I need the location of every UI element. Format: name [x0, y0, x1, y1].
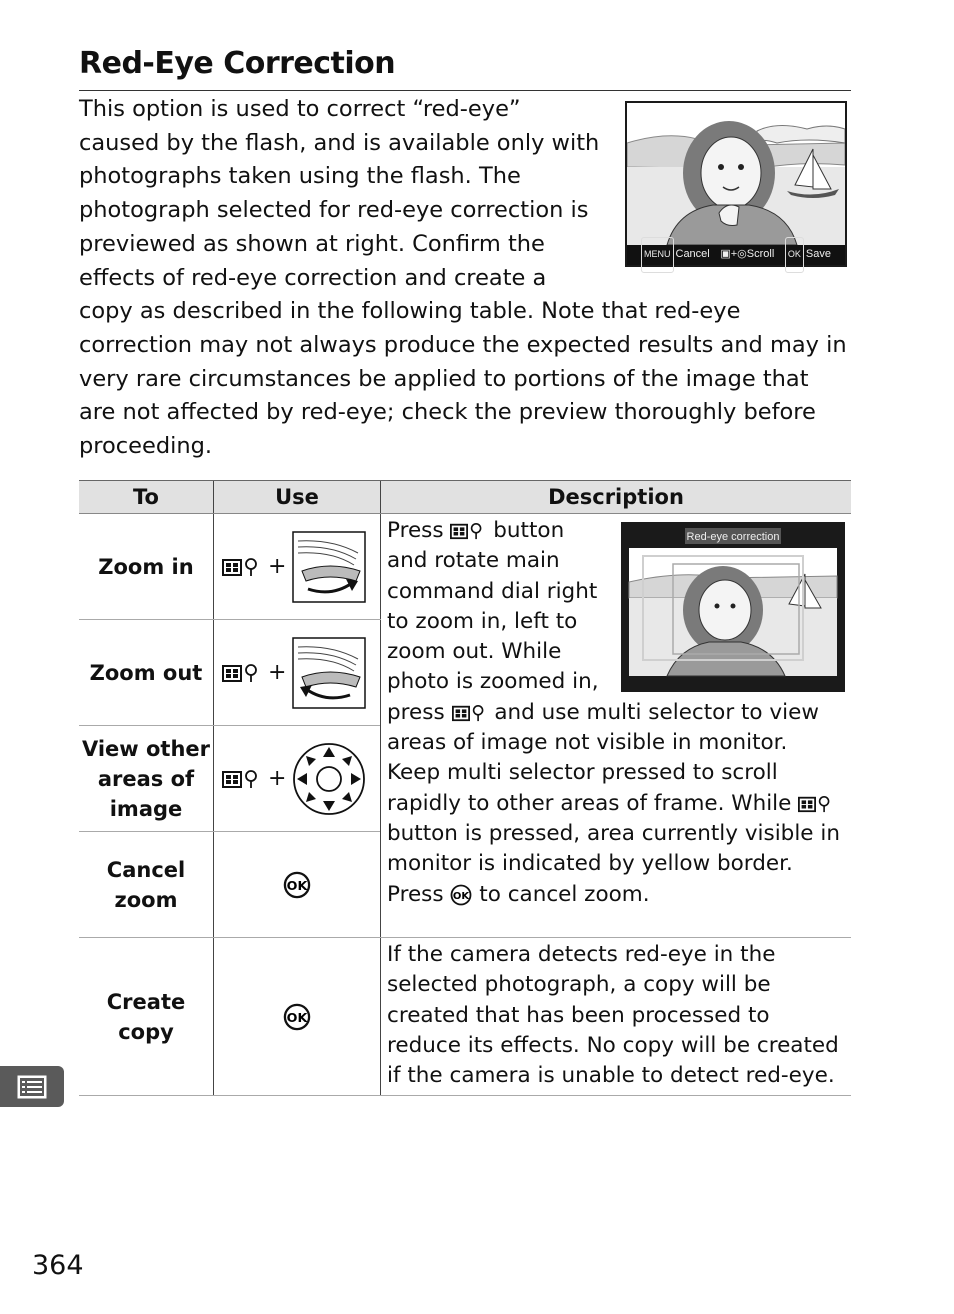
- preview-screenshot: [625, 101, 847, 267]
- cancel-label: Cancel: [675, 248, 710, 261]
- save-hint: [785, 237, 831, 273]
- plus-sign: +: [268, 660, 287, 685]
- zoom-screenshot: [621, 522, 845, 692]
- ok-button-icon: [283, 871, 311, 899]
- retouch-menu-tab: [0, 1066, 64, 1107]
- zoom-desc-part4: button is pressed, area currently visible in monitor is indicated by yellow border. Press: [387, 820, 840, 907]
- header-description: Description: [381, 481, 852, 514]
- row-action: View other areas of image: [79, 726, 214, 832]
- zoom-button-icon: [222, 556, 262, 578]
- svg-text:OK: OK: [453, 890, 470, 902]
- preview-status-bar: [627, 245, 845, 265]
- plus-sign: +: [268, 554, 287, 579]
- title-rule: [79, 90, 851, 91]
- multi-selector-icon: [292, 742, 366, 816]
- copy-description: If the camera detects red-eye in the selected photograph, a copy will be created that has been processed to reduce its effects. No copy will be created if the camera is unable to detect red-eye.: [381, 938, 852, 1096]
- table-row: [79, 514, 851, 620]
- menu-tag: MENU: [641, 237, 674, 273]
- zoom-description: [381, 514, 852, 938]
- row-use: [214, 620, 381, 726]
- dial-left-icon: [292, 637, 366, 709]
- retouch-menu-icon: [17, 1075, 47, 1099]
- row-use: [214, 938, 381, 1096]
- header-to: To: [79, 481, 214, 514]
- intro-text: This option is used to correct “red-eye” caused by the flash, and is available only with photographs taken using the flash. The photograph selected for red-eye correction is previewed as shown at right. Confirm the effects of red-eye correction and create a copy as described in the following table. Note that red-eye correction may not always produce the expected results and may in very rare circumstances be applied to portions of the image that are not affected by red-eye; check the preview thoroughly before proceeding.: [79, 96, 847, 460]
- zoom-button-icon: [798, 794, 834, 814]
- svg-text:OK: OK: [286, 1009, 308, 1025]
- zoom-button-icon: [450, 521, 486, 541]
- ok-button-icon: [283, 1003, 311, 1031]
- zoom-desc-part5: to cancel zoom.: [479, 881, 650, 907]
- table-row: [79, 938, 851, 1096]
- zoom-desc-part3: and use multi selector to view areas of image not visible in monitor. Keep multi selector pressed to scroll rapidly to other areas of frame. While: [387, 699, 819, 816]
- row-use: [214, 514, 381, 620]
- ok-button-icon: [450, 884, 472, 906]
- zoom-button-icon: [452, 703, 488, 723]
- ok-tag: OK: [785, 237, 804, 273]
- page-title: Red-Eye Correction: [79, 46, 396, 81]
- page-number: 364: [32, 1250, 84, 1281]
- row-action: Cancel zoom: [79, 832, 214, 938]
- intro-section: [79, 93, 851, 464]
- row-use: [214, 726, 381, 832]
- svg-text:OK: OK: [286, 877, 308, 893]
- controls-table: [79, 480, 851, 1096]
- row-action: Zoom in: [79, 514, 214, 620]
- save-label: Save: [805, 248, 831, 261]
- zoom-desc-part2: button and rotate main command dial right to zoom in, left to zoom out. While photo is zoomed in, press: [387, 518, 599, 725]
- header-use: Use: [214, 481, 381, 514]
- row-action: Zoom out: [79, 620, 214, 726]
- row-action: Create copy: [79, 938, 214, 1096]
- cancel-hint: [641, 237, 710, 273]
- zoom-button-icon: [222, 768, 262, 790]
- row-use: [214, 832, 381, 938]
- zoom-button-icon: [222, 662, 262, 684]
- zoom-screen-header: Red-eye correction: [686, 531, 780, 543]
- scroll-hint: ▣+◎Scroll: [720, 248, 775, 261]
- scroll-label: Scroll: [746, 248, 775, 261]
- dial-right-icon: [292, 531, 366, 603]
- plus-sign: +: [268, 766, 287, 791]
- zoom-preview-scene: [623, 524, 843, 690]
- zoom-desc-part1: Press: [387, 518, 444, 543]
- portrait-scene: [627, 103, 845, 245]
